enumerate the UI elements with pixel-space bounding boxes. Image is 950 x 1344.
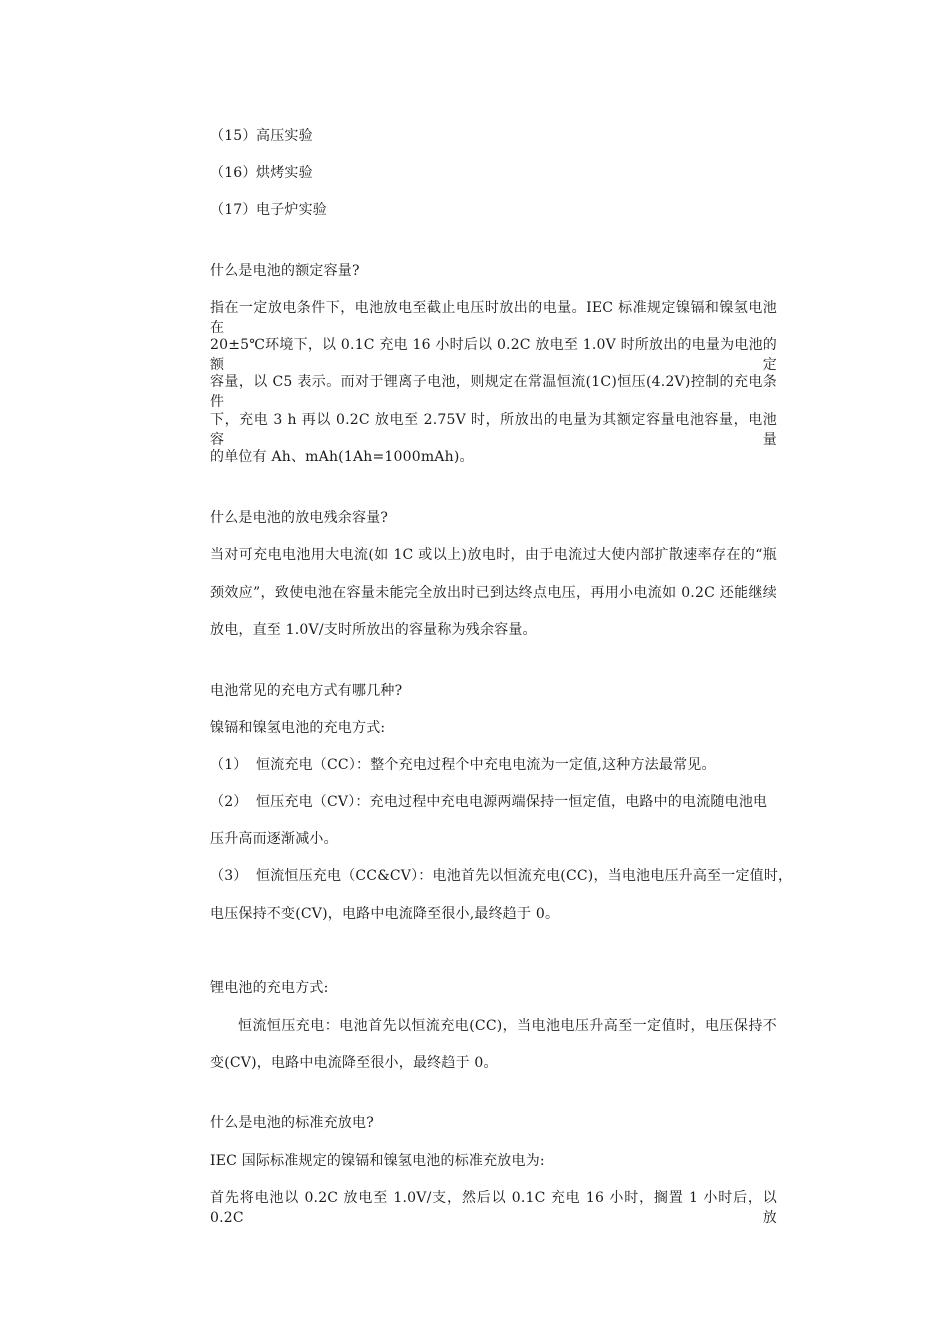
paragraph-line: 颈效应”，致使电池在容量未能完全放出时已到达终点电压，再用小电流如 0.2C 还能继续	[210, 585, 777, 601]
list-item-text: 恒压充电（CV）：充电过程中充电电源两端保持一恒定值，电路中的电流随电池电	[256, 794, 768, 810]
paragraph-line: 20±5℃环境下，以 0.1C 充电 16 小时后以 0.2C 放电至 1.0V 时所放出的电量为电池的额定	[210, 337, 777, 373]
list-item-continuation: 电压保持不变(CV)，电路中电流降至很小,最终趋于 0。	[210, 906, 560, 922]
list-item-number: （2）	[210, 794, 248, 810]
list-item-text: 恒流充电（CC）：整个充电过程个中充电电流为一定值,这种方法最常见。	[256, 757, 716, 773]
paragraph-line: 下，充电 3 h 再以 0.2C 放电至 2.75V 时，所放出的电量为其额定容量电池容量，电池容量	[210, 412, 777, 448]
subheading-lithium-charging: 锂电池的充电方式:	[210, 980, 329, 996]
list-item-text: 高压实验	[256, 128, 313, 144]
paragraph-line: 恒流恒压充电：电池首先以恒流充电(CC)，当电池电压升高至一定值时，电压保持不	[238, 1018, 777, 1034]
list-item	[210, 866, 792, 886]
list-item	[210, 755, 716, 775]
paragraph-line: 容量，以 C5 表示。而对于锂离子电池，则规定在常温恒流(1C)恒压(4.2V)控制的充电条件	[210, 374, 777, 410]
subheading-nicd-nimh: 镍镉和镍氢电池的充电方式:	[210, 720, 386, 736]
paragraph-line: 当对可充电电池用大电流(如 1C 或以上)放电时，由于电流过大使内部扩散速率存在的“瓶	[210, 547, 777, 563]
list-item-continuation: 压升高而逐渐减小。	[210, 831, 338, 847]
list-item-number: （15）	[210, 128, 257, 144]
list-item-number: （17）	[210, 202, 257, 218]
paragraph-line: 变(CV)，电路中电流降至很小，最终趋于 0。	[210, 1055, 498, 1071]
list-item	[210, 200, 327, 220]
section-heading-charging-methods: 电池常见的充电方式有哪几种?	[210, 683, 403, 699]
section-heading-standard-charge: 什么是电池的标准充放电?	[210, 1115, 374, 1131]
section-heading-rated-capacity: 什么是电池的额定容量?	[210, 263, 360, 279]
list-item-number: （16）	[210, 165, 257, 181]
list-item-text: 恒流恒压充电（CC&CV）：电池首先以恒流充电(CC)，当电池电压升高至一定值时，	[256, 868, 793, 884]
section-heading-residual-capacity: 什么是电池的放电残余容量?	[210, 510, 389, 526]
paragraph-line: 的单位有 Ah、mAh(1Ah=1000mAh)。	[210, 449, 474, 465]
list-item-number: （1）	[210, 757, 248, 773]
list-item	[210, 126, 313, 146]
paragraph-line: 首先将电池以 0.2C 放电至 1.0V/支，然后以 0.1C 充电 16 小时，搁置 1 小时后，以 0.2C 放	[210, 1190, 777, 1226]
paragraph-line: 指在一定放电条件下，电池放电至截止电压时放出的电量。IEC 标准规定镍镉和镍氢电池在	[210, 300, 777, 336]
paragraph-line: IEC 国际标准规定的镍镉和镍氢电池的标准充放电为:	[210, 1153, 545, 1169]
list-item-text: 烘烤实验	[256, 165, 313, 181]
list-item-number: （3）	[210, 868, 248, 884]
list-item	[210, 792, 767, 812]
paragraph-line: 放电，直至 1.0V/支时所放出的容量称为残余容量。	[210, 622, 537, 638]
list-item-text: 电子炉实验	[256, 202, 327, 218]
list-item	[210, 163, 313, 183]
